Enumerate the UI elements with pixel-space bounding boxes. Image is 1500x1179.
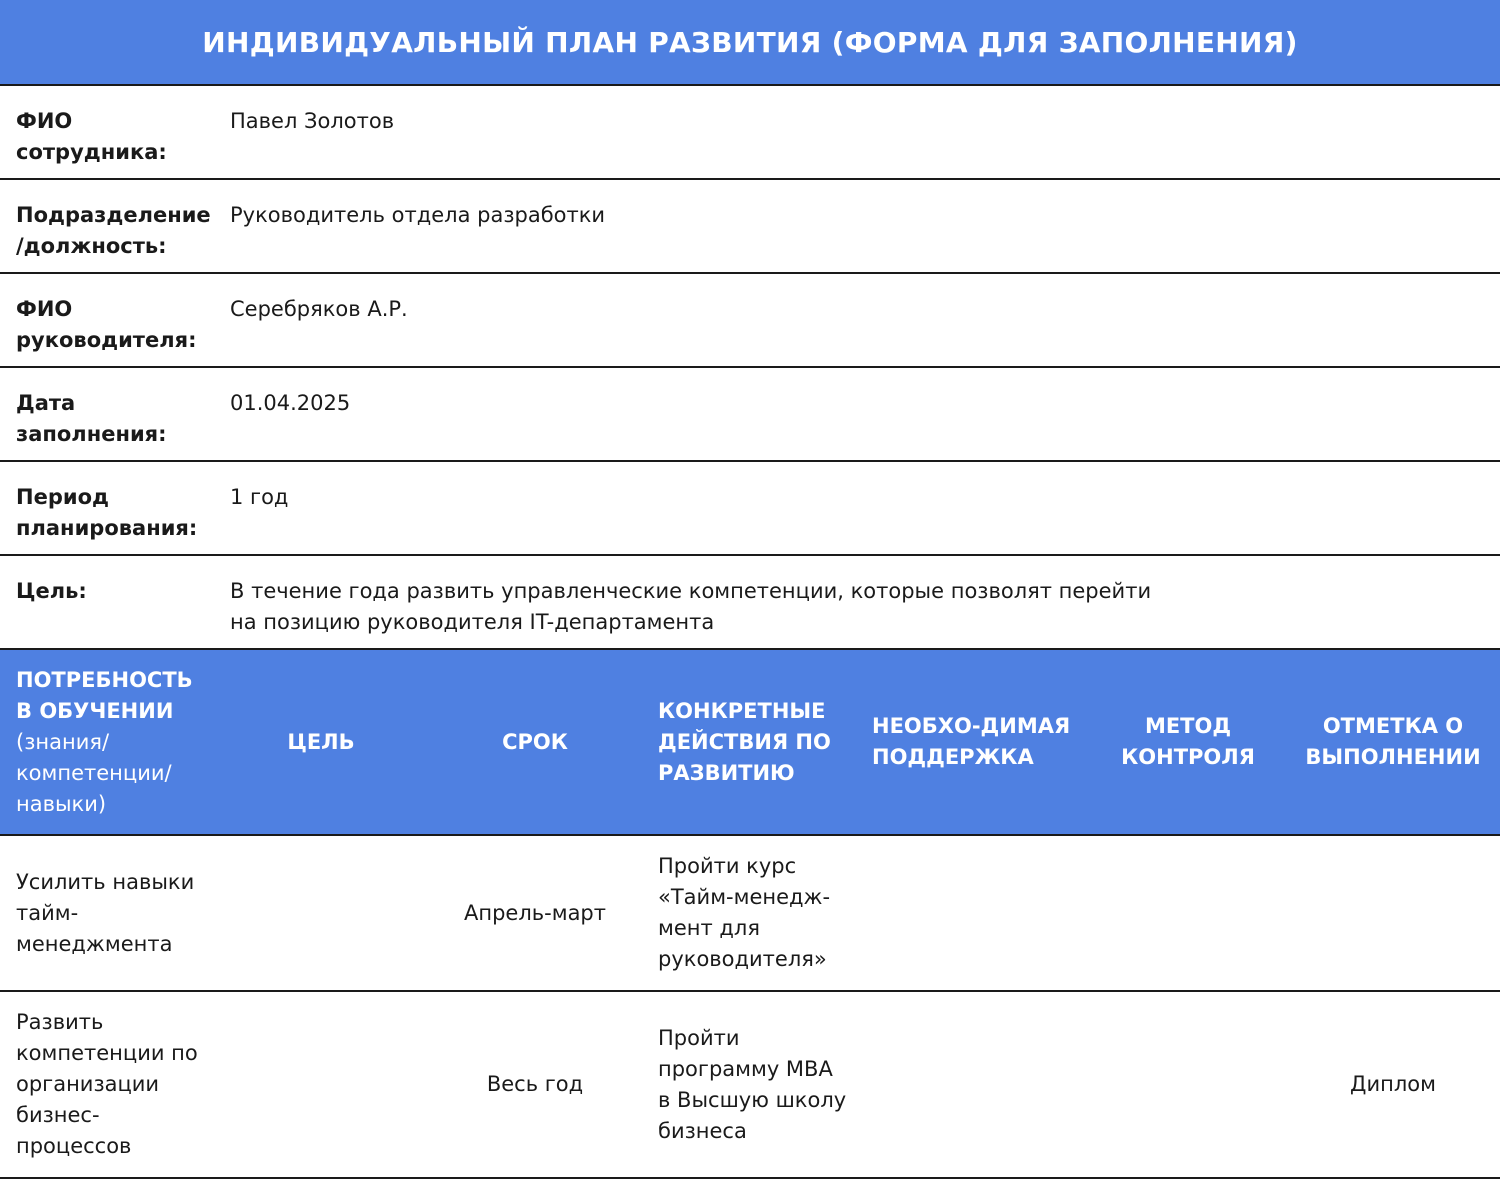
info-row-employee — [0, 86, 1500, 180]
info-value: 1 год — [230, 485, 289, 509]
header-term: СРОК — [502, 729, 568, 754]
cell-support — [856, 992, 1090, 1177]
cell-need-text: Усилить навыки тайм-менеджмента — [16, 869, 195, 956]
cell-need — [0, 836, 214, 990]
header-need — [0, 650, 214, 834]
info-label: ФИО сотрудника: — [16, 109, 167, 164]
info-row-department — [0, 180, 1500, 274]
plan-table-header — [0, 650, 1500, 836]
table-row — [0, 836, 1500, 992]
info-label: Цель: — [16, 579, 87, 603]
header-support: НЕОБХО-ДИМАЯ ПОДДЕРЖКА — [872, 714, 1071, 769]
cell-control — [1090, 992, 1286, 1177]
header-need-title: ПОТРЕБНОСТЬ В ОБУЧЕНИИ — [16, 667, 193, 723]
info-value: Руководитель отдела разработки — [230, 203, 606, 227]
table-row — [0, 992, 1500, 1179]
info-label: Дата заполнения: — [16, 391, 167, 446]
header-control: МЕТОД КОНТРОЛЯ — [1121, 714, 1255, 769]
info-label: Период планирования: — [16, 485, 198, 540]
info-value: 01.04.2025 — [230, 391, 351, 415]
cell-actions-text: Пройти курс «Тайм-менедж-мент для руководителя» — [658, 854, 831, 971]
cell-done: Диплом — [1350, 1072, 1436, 1096]
cell-term: Апрель-март — [464, 900, 606, 925]
cell-actions — [642, 836, 856, 990]
info-value — [214, 556, 1500, 648]
page-title: ИНДИВИДУАЛЬНЫЙ ПЛАН РАЗВИТИЯ (ФОРМА ДЛЯ ЗАПОЛНЕНИЯ) — [202, 25, 1298, 59]
cell-term: Весь год — [486, 1072, 584, 1096]
header-actions: КОНКРЕТНЫЕ ДЕЙСТВИЯ ПО РАЗВИТИЮ — [658, 698, 831, 785]
cell-goal — [214, 992, 428, 1177]
info-row-goal — [0, 556, 1500, 650]
cell-actions — [642, 992, 856, 1177]
info-label: Подразделение /должность: — [16, 203, 211, 258]
title-bar — [0, 0, 1500, 86]
cell-actions-text: Пройти программу MBA в Высшую школу бизнеса — [658, 1025, 847, 1143]
info-label: ФИО руководителя: — [16, 297, 197, 352]
info-row-period — [0, 462, 1500, 556]
cell-goal — [214, 836, 428, 990]
cell-done — [1286, 836, 1500, 990]
goal-text: В течение года развить управленческие компетенции, которые позволят перейти на позицию руководителя IT-департамента — [230, 579, 1152, 634]
info-value: Серебряков А.Р. — [230, 297, 408, 321]
info-row-date — [0, 368, 1500, 462]
header-goal: ЦЕЛЬ — [287, 729, 355, 754]
cell-need — [0, 992, 214, 1177]
cell-control — [1090, 836, 1286, 990]
header-done: ОТМЕТКА О ВЫПОЛНЕНИИ — [1305, 714, 1481, 769]
info-row-manager — [0, 274, 1500, 368]
header-need-sub: (знания/ компетенции/ навыки) — [16, 729, 172, 816]
info-value: Павел Золотов — [230, 109, 395, 133]
cell-support — [856, 836, 1090, 990]
cell-need-text: Развить компетенции по организации бизнес-процессов — [16, 1010, 198, 1158]
